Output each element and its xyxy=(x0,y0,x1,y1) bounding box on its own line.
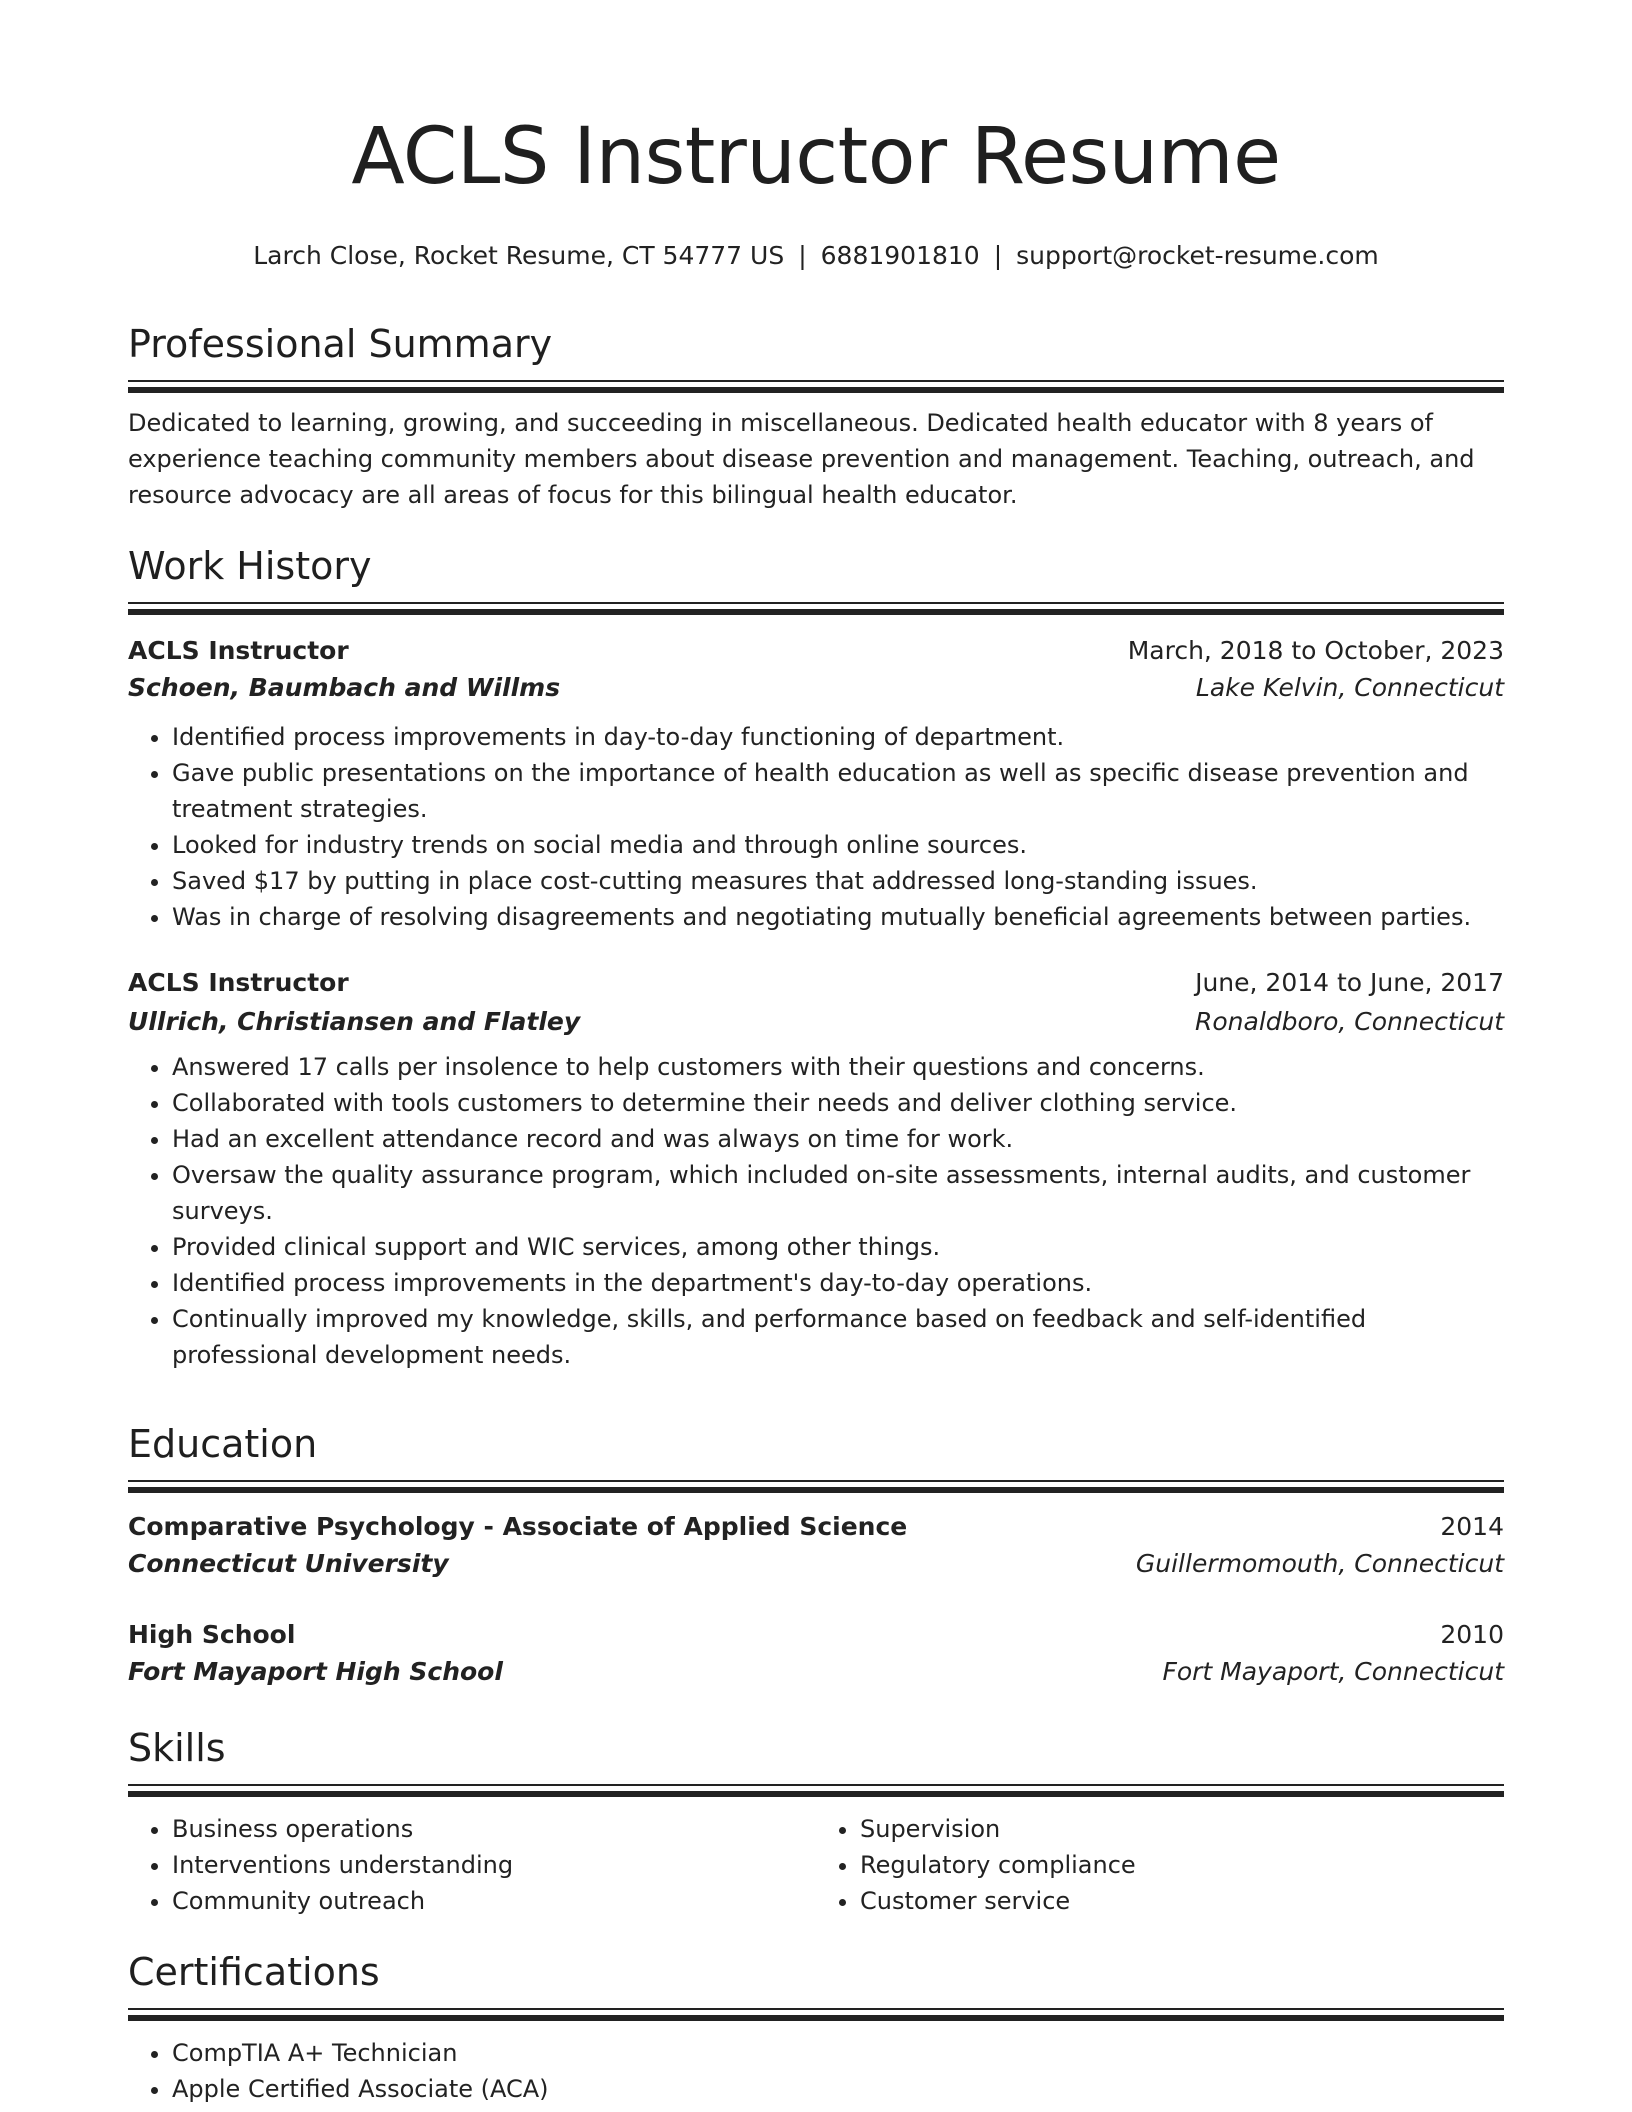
education-location: Fort Mayaport, Connecticut xyxy=(1162,1657,1504,1686)
section-divider xyxy=(128,1480,1504,1493)
certifications-list xyxy=(128,2035,1504,2107)
contact-email: support@rocket-resume.com xyxy=(1016,241,1379,270)
education-location: Guillermomouth, Connecticut xyxy=(1135,1549,1504,1578)
summary-heading: Professional Summary xyxy=(128,322,553,366)
contact-separator: | xyxy=(993,241,1003,270)
job-header-row xyxy=(128,965,1504,1001)
list-item: • Continually improved my knowledge, skills, and performance based on feedback and self-identified professional development needs. xyxy=(172,1301,1504,1373)
education-school: Fort Mayaport High School xyxy=(128,1657,503,1686)
summary-text: Dedicated to learning, growing, and succeeding in miscellaneous. Dedicated health educator with 8 years of experience teaching community members about disease prevention and management. Teaching, outreach, and resource advocacy are all areas of focus for this bilingual health educator. xyxy=(128,409,1475,509)
job-header-row xyxy=(128,633,1504,669)
education-school-row xyxy=(128,1653,1504,1691)
job-dates: March, 2018 to October, 2023 xyxy=(1127,636,1504,665)
education-degree: Comparative Psychology - Associate of Applied Science xyxy=(128,1512,908,1541)
skill-item: • Supervision xyxy=(860,1811,1504,1847)
job-company-row xyxy=(128,669,1504,707)
education-year: 2010 xyxy=(1440,1620,1504,1649)
job-company-row xyxy=(128,1001,1504,1043)
list-item: • Identified process improvements in day-to-day functioning of department. xyxy=(172,719,1504,755)
education-year: 2014 xyxy=(1440,1512,1504,1541)
list-item: • Provided clinical support and WIC services, among other things. xyxy=(172,1229,1504,1265)
job-entry xyxy=(128,633,1504,935)
skill-item: • Regulatory compliance xyxy=(860,1847,1504,1883)
contact-separator: | xyxy=(798,241,807,270)
list-item: • Gave public presentations on the importance of health education as well as specific disease prevention and treatment strategies. xyxy=(172,755,1504,827)
skill-item: • Community outreach xyxy=(172,1883,816,1919)
skill-item: • Business operations xyxy=(172,1811,816,1847)
skill-item: • Customer service xyxy=(860,1883,1504,1919)
job-entry xyxy=(128,965,1504,1373)
education-header-row xyxy=(128,1617,1504,1653)
job-location: Ronaldboro, Connecticut xyxy=(1195,1007,1504,1036)
education-section xyxy=(128,1420,1504,1691)
list-item: • Looked for industry trends on social media and through online sources. xyxy=(172,827,1504,863)
summary-section xyxy=(128,320,1504,513)
section-divider xyxy=(128,1784,1504,1797)
work-section xyxy=(128,542,1504,1373)
certifications-heading: Certifications xyxy=(128,1950,380,1994)
list-item: • Identified process improvements in the department's day-to-day operations. xyxy=(172,1265,1504,1301)
job-location: Lake Kelvin, Connecticut xyxy=(1195,673,1504,702)
job-bullets xyxy=(128,719,1504,935)
skills-list-left xyxy=(128,1811,816,1919)
skills-heading: Skills xyxy=(128,1726,226,1770)
list-item: • Oversaw the quality assurance program, which included on-site assessments, internal audits, and customer surveys. xyxy=(172,1157,1504,1229)
list-item: • Saved $17 by putting in place cost-cutting measures that addressed long-standing issues. xyxy=(172,863,1504,899)
list-item: • Collaborated with tools customers to determine their needs and deliver clothing service. xyxy=(172,1085,1504,1121)
contact-phone: 6881901810 xyxy=(820,241,980,270)
education-entry xyxy=(128,1509,1504,1583)
certification-item: • Apple Certified Associate (ACA) xyxy=(172,2071,1504,2107)
contact-address: Larch Close, Rocket Resume, CT 54777 US xyxy=(253,241,785,270)
section-divider xyxy=(128,2008,1504,2021)
skills-columns xyxy=(128,1811,1504,1919)
certification-item: • CompTIA A+ Technician xyxy=(172,2035,1504,2071)
section-divider xyxy=(128,380,1504,393)
skill-item: • Interventions understanding xyxy=(172,1847,816,1883)
list-item: • Answered 17 calls per insolence to help customers with their questions and concerns. xyxy=(172,1049,1504,1085)
education-school: Connecticut University xyxy=(128,1549,449,1578)
resume-title: ACLS Instructor Resume xyxy=(351,112,1281,202)
job-dates: June, 2014 to June, 2017 xyxy=(1195,968,1504,997)
work-heading: Work History xyxy=(128,544,372,588)
job-title: ACLS Instructor xyxy=(128,968,349,997)
job-company: Schoen, Baumbach and Willms xyxy=(128,673,561,702)
contact-line xyxy=(128,240,1504,272)
education-header-row xyxy=(128,1509,1504,1545)
list-item: • Had an excellent attendance record and was always on time for work. xyxy=(172,1121,1504,1157)
skills-section xyxy=(128,1724,1504,1919)
skills-list-right xyxy=(816,1811,1504,1919)
education-degree: High School xyxy=(128,1620,296,1649)
section-divider xyxy=(128,602,1504,615)
job-company: Ullrich, Christiansen and Flatley xyxy=(128,1007,581,1036)
education-school-row xyxy=(128,1545,1504,1583)
job-bullets xyxy=(128,1049,1504,1373)
education-heading: Education xyxy=(128,1422,318,1466)
education-entry xyxy=(128,1617,1504,1691)
certifications-section xyxy=(128,1948,1504,2107)
list-item: • Was in charge of resolving disagreements and negotiating mutually beneficial agreements between parties. xyxy=(172,899,1504,935)
job-title: ACLS Instructor xyxy=(128,636,349,665)
